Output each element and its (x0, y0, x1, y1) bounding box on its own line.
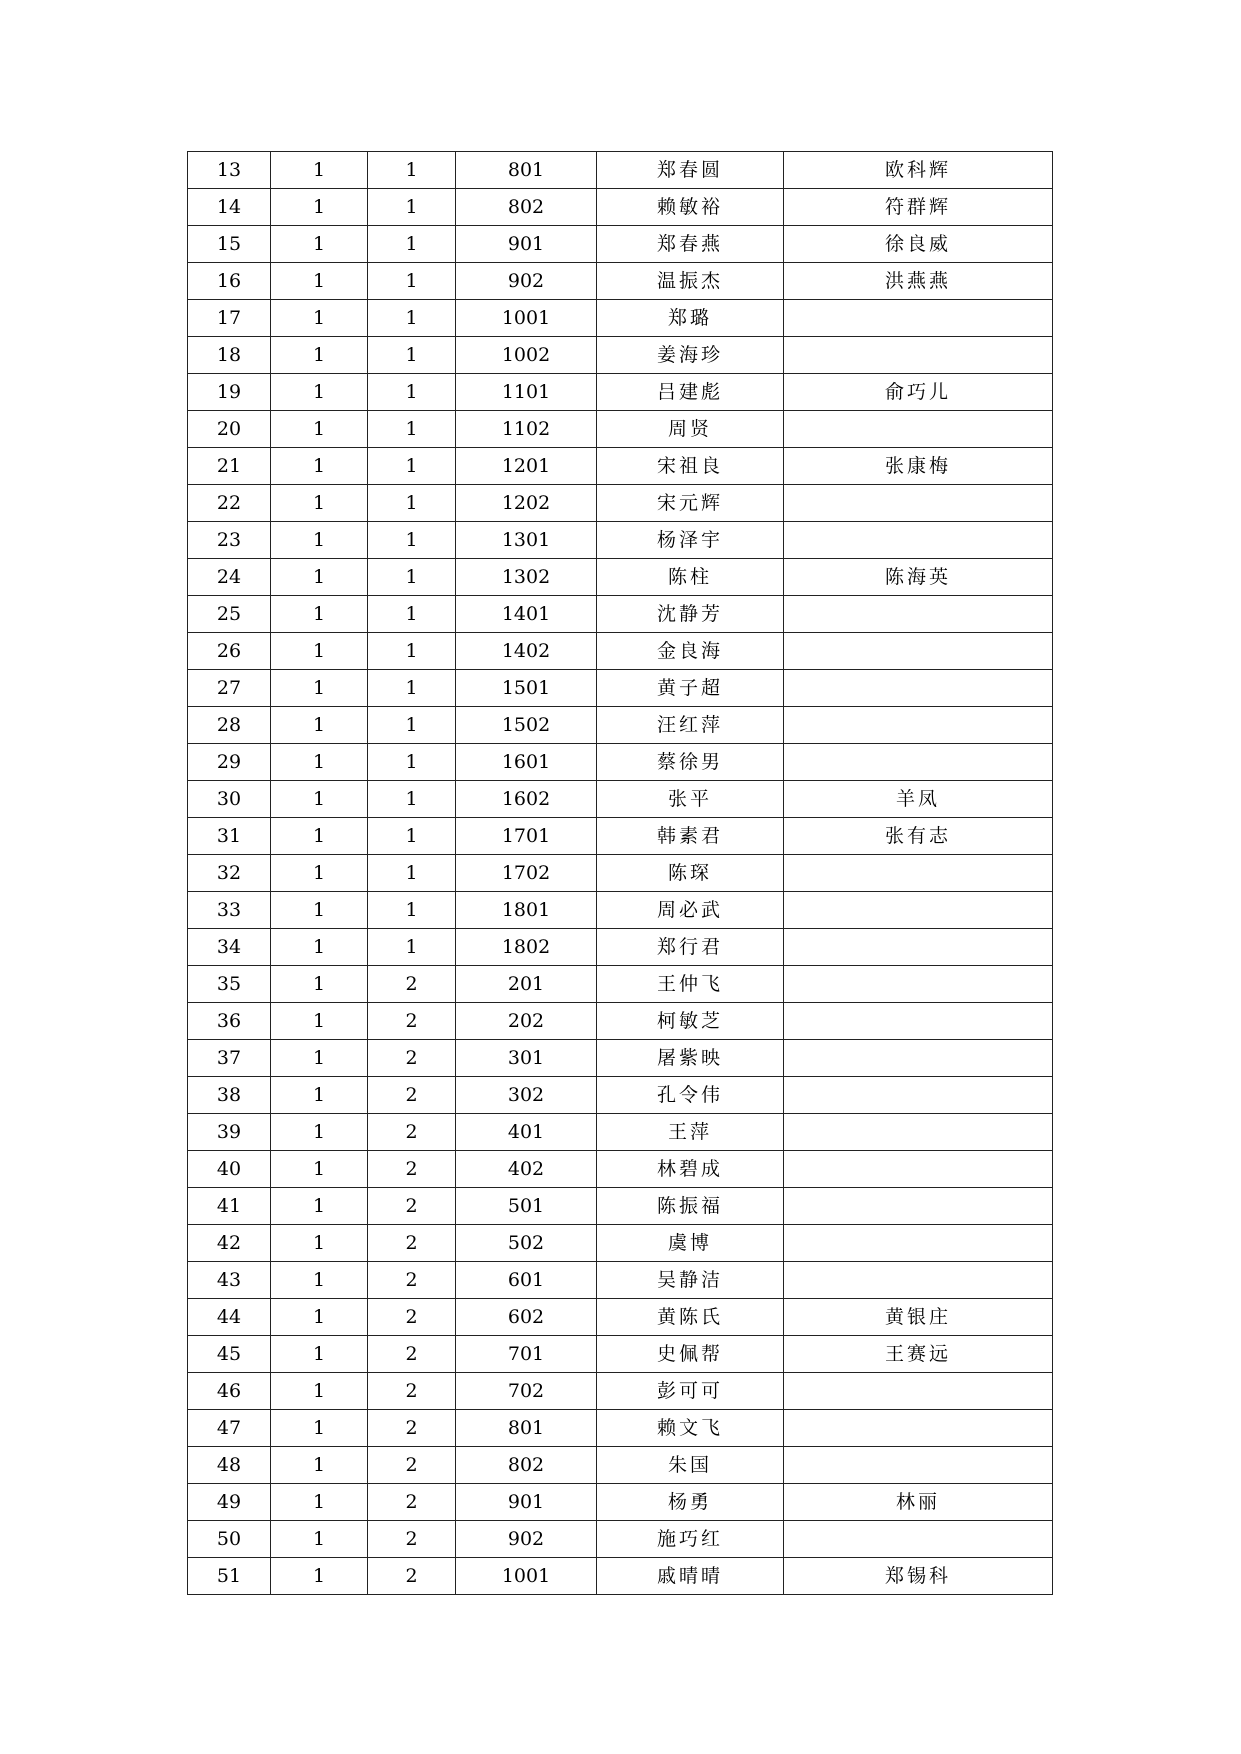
row-number: 13 (188, 152, 271, 189)
owner-name-cell: 黄子超 (597, 670, 784, 707)
co-owner-name-cell (784, 522, 1053, 559)
room-cell: 1302 (456, 559, 597, 596)
row-number: 21 (188, 448, 271, 485)
table-row (188, 1225, 1053, 1262)
room-cell: 902 (456, 1521, 597, 1558)
building-cell: 1 (271, 818, 368, 855)
room-cell: 1801 (456, 892, 597, 929)
owner-name-cell: 王萍 (597, 1114, 784, 1151)
room-cell: 602 (456, 1299, 597, 1336)
room-cell: 201 (456, 966, 597, 1003)
building-cell: 1 (271, 226, 368, 263)
unit-cell: 1 (368, 707, 456, 744)
unit-cell: 1 (368, 337, 456, 374)
room-cell: 1202 (456, 485, 597, 522)
owner-name-cell: 陈振福 (597, 1188, 784, 1225)
building-cell: 1 (271, 1558, 368, 1595)
unit-cell: 1 (368, 152, 456, 189)
row-number: 29 (188, 744, 271, 781)
registry-table-body (188, 152, 1053, 1595)
co-owner-name-cell (784, 855, 1053, 892)
co-owner-name-cell (784, 337, 1053, 374)
co-owner-name-cell (784, 892, 1053, 929)
unit-cell: 1 (368, 189, 456, 226)
co-owner-name-cell (784, 707, 1053, 744)
unit-cell: 1 (368, 818, 456, 855)
unit-cell: 1 (368, 929, 456, 966)
unit-cell: 2 (368, 1410, 456, 1447)
owner-name-cell: 黄陈氏 (597, 1299, 784, 1336)
room-cell: 1301 (456, 522, 597, 559)
row-number: 38 (188, 1077, 271, 1114)
room-cell: 402 (456, 1151, 597, 1188)
room-cell: 601 (456, 1262, 597, 1299)
row-number: 19 (188, 374, 271, 411)
owner-name-cell: 蔡徐男 (597, 744, 784, 781)
row-number: 27 (188, 670, 271, 707)
owner-name-cell: 杨泽宇 (597, 522, 784, 559)
building-cell: 1 (271, 707, 368, 744)
co-owner-name-cell (784, 1262, 1053, 1299)
table-row (188, 707, 1053, 744)
row-number: 42 (188, 1225, 271, 1262)
unit-cell: 1 (368, 559, 456, 596)
co-owner-name-cell (784, 1373, 1053, 1410)
table-row (188, 1114, 1053, 1151)
co-owner-name-cell (784, 1521, 1053, 1558)
building-cell: 1 (271, 1447, 368, 1484)
building-cell: 1 (271, 522, 368, 559)
row-number: 51 (188, 1558, 271, 1595)
row-number: 20 (188, 411, 271, 448)
row-number: 30 (188, 781, 271, 818)
table-row (188, 966, 1053, 1003)
owner-name-cell: 金良海 (597, 633, 784, 670)
table-row (188, 226, 1053, 263)
room-cell: 202 (456, 1003, 597, 1040)
room-cell: 901 (456, 226, 597, 263)
building-cell: 1 (271, 1077, 368, 1114)
row-number: 39 (188, 1114, 271, 1151)
owner-name-cell: 吕建彪 (597, 374, 784, 411)
row-number: 16 (188, 263, 271, 300)
row-number: 47 (188, 1410, 271, 1447)
row-number: 18 (188, 337, 271, 374)
table-row (188, 1077, 1053, 1114)
co-owner-name-cell: 郑锡科 (784, 1558, 1053, 1595)
table-row (188, 522, 1053, 559)
unit-cell: 2 (368, 1558, 456, 1595)
room-cell: 1101 (456, 374, 597, 411)
owner-name-cell: 彭可可 (597, 1373, 784, 1410)
room-cell: 802 (456, 1447, 597, 1484)
row-number: 17 (188, 300, 271, 337)
row-number: 14 (188, 189, 271, 226)
building-cell: 1 (271, 855, 368, 892)
building-cell: 1 (271, 559, 368, 596)
owner-name-cell: 宋元辉 (597, 485, 784, 522)
unit-cell: 2 (368, 1188, 456, 1225)
co-owner-name-cell: 符群辉 (784, 189, 1053, 226)
table-row (188, 892, 1053, 929)
room-cell: 902 (456, 263, 597, 300)
unit-cell: 1 (368, 596, 456, 633)
row-number: 31 (188, 818, 271, 855)
co-owner-name-cell: 洪燕燕 (784, 263, 1053, 300)
building-cell: 1 (271, 1188, 368, 1225)
room-cell: 1501 (456, 670, 597, 707)
unit-cell: 2 (368, 1077, 456, 1114)
unit-cell: 1 (368, 781, 456, 818)
row-number: 24 (188, 559, 271, 596)
owner-name-cell: 郑璐 (597, 300, 784, 337)
room-cell: 1802 (456, 929, 597, 966)
unit-cell: 1 (368, 374, 456, 411)
owner-name-cell: 王仲飞 (597, 966, 784, 1003)
unit-cell: 1 (368, 522, 456, 559)
co-owner-name-cell (784, 1151, 1053, 1188)
unit-cell: 2 (368, 1114, 456, 1151)
co-owner-name-cell: 羊凤 (784, 781, 1053, 818)
building-cell: 1 (271, 596, 368, 633)
table-row (188, 744, 1053, 781)
room-cell: 801 (456, 1410, 597, 1447)
room-cell: 1702 (456, 855, 597, 892)
room-cell: 1002 (456, 337, 597, 374)
table-row (188, 1558, 1053, 1595)
co-owner-name-cell (784, 1188, 1053, 1225)
building-cell: 1 (271, 1114, 368, 1151)
owner-name-cell: 史佩帮 (597, 1336, 784, 1373)
owner-name-cell: 屠紫映 (597, 1040, 784, 1077)
unit-cell: 2 (368, 1262, 456, 1299)
co-owner-name-cell (784, 744, 1053, 781)
room-cell: 1602 (456, 781, 597, 818)
building-cell: 1 (271, 152, 368, 189)
room-cell: 702 (456, 1373, 597, 1410)
room-cell: 401 (456, 1114, 597, 1151)
table-row (188, 152, 1053, 189)
building-cell: 1 (271, 744, 368, 781)
unit-cell: 1 (368, 633, 456, 670)
owner-name-cell: 陈琛 (597, 855, 784, 892)
owner-name-cell: 周必武 (597, 892, 784, 929)
table-row (188, 929, 1053, 966)
unit-cell: 1 (368, 485, 456, 522)
table-row (188, 1447, 1053, 1484)
unit-cell: 2 (368, 1151, 456, 1188)
room-cell: 701 (456, 1336, 597, 1373)
co-owner-name-cell: 欧科辉 (784, 152, 1053, 189)
unit-cell: 2 (368, 1447, 456, 1484)
row-number: 43 (188, 1262, 271, 1299)
row-number: 35 (188, 966, 271, 1003)
room-cell: 1201 (456, 448, 597, 485)
building-cell: 1 (271, 966, 368, 1003)
building-cell: 1 (271, 633, 368, 670)
row-number: 48 (188, 1447, 271, 1484)
table-row (188, 1521, 1053, 1558)
building-cell: 1 (271, 1410, 368, 1447)
co-owner-name-cell: 张康梅 (784, 448, 1053, 485)
room-cell: 1701 (456, 818, 597, 855)
co-owner-name-cell (784, 929, 1053, 966)
co-owner-name-cell (784, 411, 1053, 448)
table-row (188, 596, 1053, 633)
room-cell: 302 (456, 1077, 597, 1114)
building-cell: 1 (271, 929, 368, 966)
unit-cell: 1 (368, 448, 456, 485)
co-owner-name-cell: 王赛远 (784, 1336, 1053, 1373)
row-number: 25 (188, 596, 271, 633)
co-owner-name-cell (784, 1410, 1053, 1447)
building-cell: 1 (271, 1336, 368, 1373)
co-owner-name-cell: 张有志 (784, 818, 1053, 855)
table-row (188, 1373, 1053, 1410)
owner-name-cell: 施巧红 (597, 1521, 784, 1558)
co-owner-name-cell (784, 1040, 1053, 1077)
room-cell: 1502 (456, 707, 597, 744)
table-row (188, 300, 1053, 337)
co-owner-name-cell: 林丽 (784, 1484, 1053, 1521)
registry-table (187, 151, 1053, 1595)
co-owner-name-cell (784, 300, 1053, 337)
building-cell: 1 (271, 374, 368, 411)
row-number: 44 (188, 1299, 271, 1336)
row-number: 28 (188, 707, 271, 744)
table-row (188, 670, 1053, 707)
table-row (188, 1410, 1053, 1447)
unit-cell: 1 (368, 744, 456, 781)
table-row (188, 448, 1053, 485)
building-cell: 1 (271, 1299, 368, 1336)
room-cell: 301 (456, 1040, 597, 1077)
table-row (188, 1151, 1053, 1188)
co-owner-name-cell (784, 1114, 1053, 1151)
owner-name-cell: 戚晴晴 (597, 1558, 784, 1595)
owner-name-cell: 郑行君 (597, 929, 784, 966)
owner-name-cell: 林碧成 (597, 1151, 784, 1188)
owner-name-cell: 陈柱 (597, 559, 784, 596)
owner-name-cell: 姜海珍 (597, 337, 784, 374)
row-number: 26 (188, 633, 271, 670)
row-number: 32 (188, 855, 271, 892)
table-row (188, 411, 1053, 448)
building-cell: 1 (271, 448, 368, 485)
row-number: 46 (188, 1373, 271, 1410)
room-cell: 502 (456, 1225, 597, 1262)
co-owner-name-cell (784, 966, 1053, 1003)
table-row (188, 374, 1053, 411)
room-cell: 901 (456, 1484, 597, 1521)
unit-cell: 1 (368, 263, 456, 300)
co-owner-name-cell (784, 670, 1053, 707)
unit-cell: 2 (368, 1003, 456, 1040)
building-cell: 1 (271, 189, 368, 226)
owner-name-cell: 周贤 (597, 411, 784, 448)
unit-cell: 2 (368, 966, 456, 1003)
owner-name-cell: 温振杰 (597, 263, 784, 300)
building-cell: 1 (271, 1225, 368, 1262)
row-number: 40 (188, 1151, 271, 1188)
room-cell: 1102 (456, 411, 597, 448)
owner-name-cell: 沈静芳 (597, 596, 784, 633)
building-cell: 1 (271, 1003, 368, 1040)
building-cell: 1 (271, 1040, 368, 1077)
room-cell: 801 (456, 152, 597, 189)
unit-cell: 2 (368, 1225, 456, 1262)
table-row (188, 633, 1053, 670)
co-owner-name-cell: 俞巧儿 (784, 374, 1053, 411)
unit-cell: 1 (368, 411, 456, 448)
building-cell: 1 (271, 485, 368, 522)
row-number: 49 (188, 1484, 271, 1521)
owner-name-cell: 郑春燕 (597, 226, 784, 263)
co-owner-name-cell (784, 485, 1053, 522)
co-owner-name-cell: 陈海英 (784, 559, 1053, 596)
building-cell: 1 (271, 781, 368, 818)
table-row (188, 1188, 1053, 1225)
building-cell: 1 (271, 263, 368, 300)
table-row (188, 1040, 1053, 1077)
co-owner-name-cell (784, 633, 1053, 670)
table-row (188, 818, 1053, 855)
owner-name-cell: 郑春圆 (597, 152, 784, 189)
building-cell: 1 (271, 1521, 368, 1558)
room-cell: 1402 (456, 633, 597, 670)
unit-cell: 2 (368, 1521, 456, 1558)
co-owner-name-cell (784, 1077, 1053, 1114)
owner-name-cell: 赖文飞 (597, 1410, 784, 1447)
row-number: 22 (188, 485, 271, 522)
row-number: 45 (188, 1336, 271, 1373)
owner-name-cell: 宋祖良 (597, 448, 784, 485)
row-number: 37 (188, 1040, 271, 1077)
table-row (188, 485, 1053, 522)
unit-cell: 1 (368, 892, 456, 929)
table-row (188, 1336, 1053, 1373)
building-cell: 1 (271, 1262, 368, 1299)
co-owner-name-cell: 徐良威 (784, 226, 1053, 263)
co-owner-name-cell: 黄银庄 (784, 1299, 1053, 1336)
unit-cell: 2 (368, 1040, 456, 1077)
row-number: 41 (188, 1188, 271, 1225)
owner-name-cell: 朱国 (597, 1447, 784, 1484)
table-row (188, 781, 1053, 818)
table-row (188, 189, 1053, 226)
owner-name-cell: 柯敏芝 (597, 1003, 784, 1040)
building-cell: 1 (271, 1373, 368, 1410)
building-cell: 1 (271, 670, 368, 707)
row-number: 34 (188, 929, 271, 966)
table-row (188, 337, 1053, 374)
row-number: 50 (188, 1521, 271, 1558)
row-number: 36 (188, 1003, 271, 1040)
co-owner-name-cell (784, 1225, 1053, 1262)
unit-cell: 1 (368, 855, 456, 892)
building-cell: 1 (271, 1151, 368, 1188)
owner-name-cell: 虞博 (597, 1225, 784, 1262)
row-number: 23 (188, 522, 271, 559)
owner-name-cell: 汪红萍 (597, 707, 784, 744)
unit-cell: 2 (368, 1336, 456, 1373)
table-row (188, 855, 1053, 892)
table-row (188, 1262, 1053, 1299)
co-owner-name-cell (784, 1003, 1053, 1040)
room-cell: 802 (456, 189, 597, 226)
unit-cell: 1 (368, 670, 456, 707)
table-row (188, 1299, 1053, 1336)
unit-cell: 1 (368, 226, 456, 263)
row-number: 33 (188, 892, 271, 929)
room-cell: 1001 (456, 1558, 597, 1595)
unit-cell: 2 (368, 1373, 456, 1410)
table-row (188, 1003, 1053, 1040)
table-row (188, 559, 1053, 596)
owner-name-cell: 孔令伟 (597, 1077, 784, 1114)
owner-name-cell: 韩素君 (597, 818, 784, 855)
building-cell: 1 (271, 300, 368, 337)
row-number: 15 (188, 226, 271, 263)
unit-cell: 2 (368, 1484, 456, 1521)
unit-cell: 2 (368, 1299, 456, 1336)
building-cell: 1 (271, 892, 368, 929)
room-cell: 501 (456, 1188, 597, 1225)
owner-name-cell: 杨勇 (597, 1484, 784, 1521)
table-row (188, 263, 1053, 300)
building-cell: 1 (271, 1484, 368, 1521)
owner-name-cell: 吴静洁 (597, 1262, 784, 1299)
table-row (188, 1484, 1053, 1521)
building-cell: 1 (271, 411, 368, 448)
unit-cell: 1 (368, 300, 456, 337)
co-owner-name-cell (784, 1447, 1053, 1484)
room-cell: 1401 (456, 596, 597, 633)
owner-name-cell: 张平 (597, 781, 784, 818)
building-cell: 1 (271, 337, 368, 374)
room-cell: 1001 (456, 300, 597, 337)
co-owner-name-cell (784, 596, 1053, 633)
room-cell: 1601 (456, 744, 597, 781)
owner-name-cell: 赖敏裕 (597, 189, 784, 226)
